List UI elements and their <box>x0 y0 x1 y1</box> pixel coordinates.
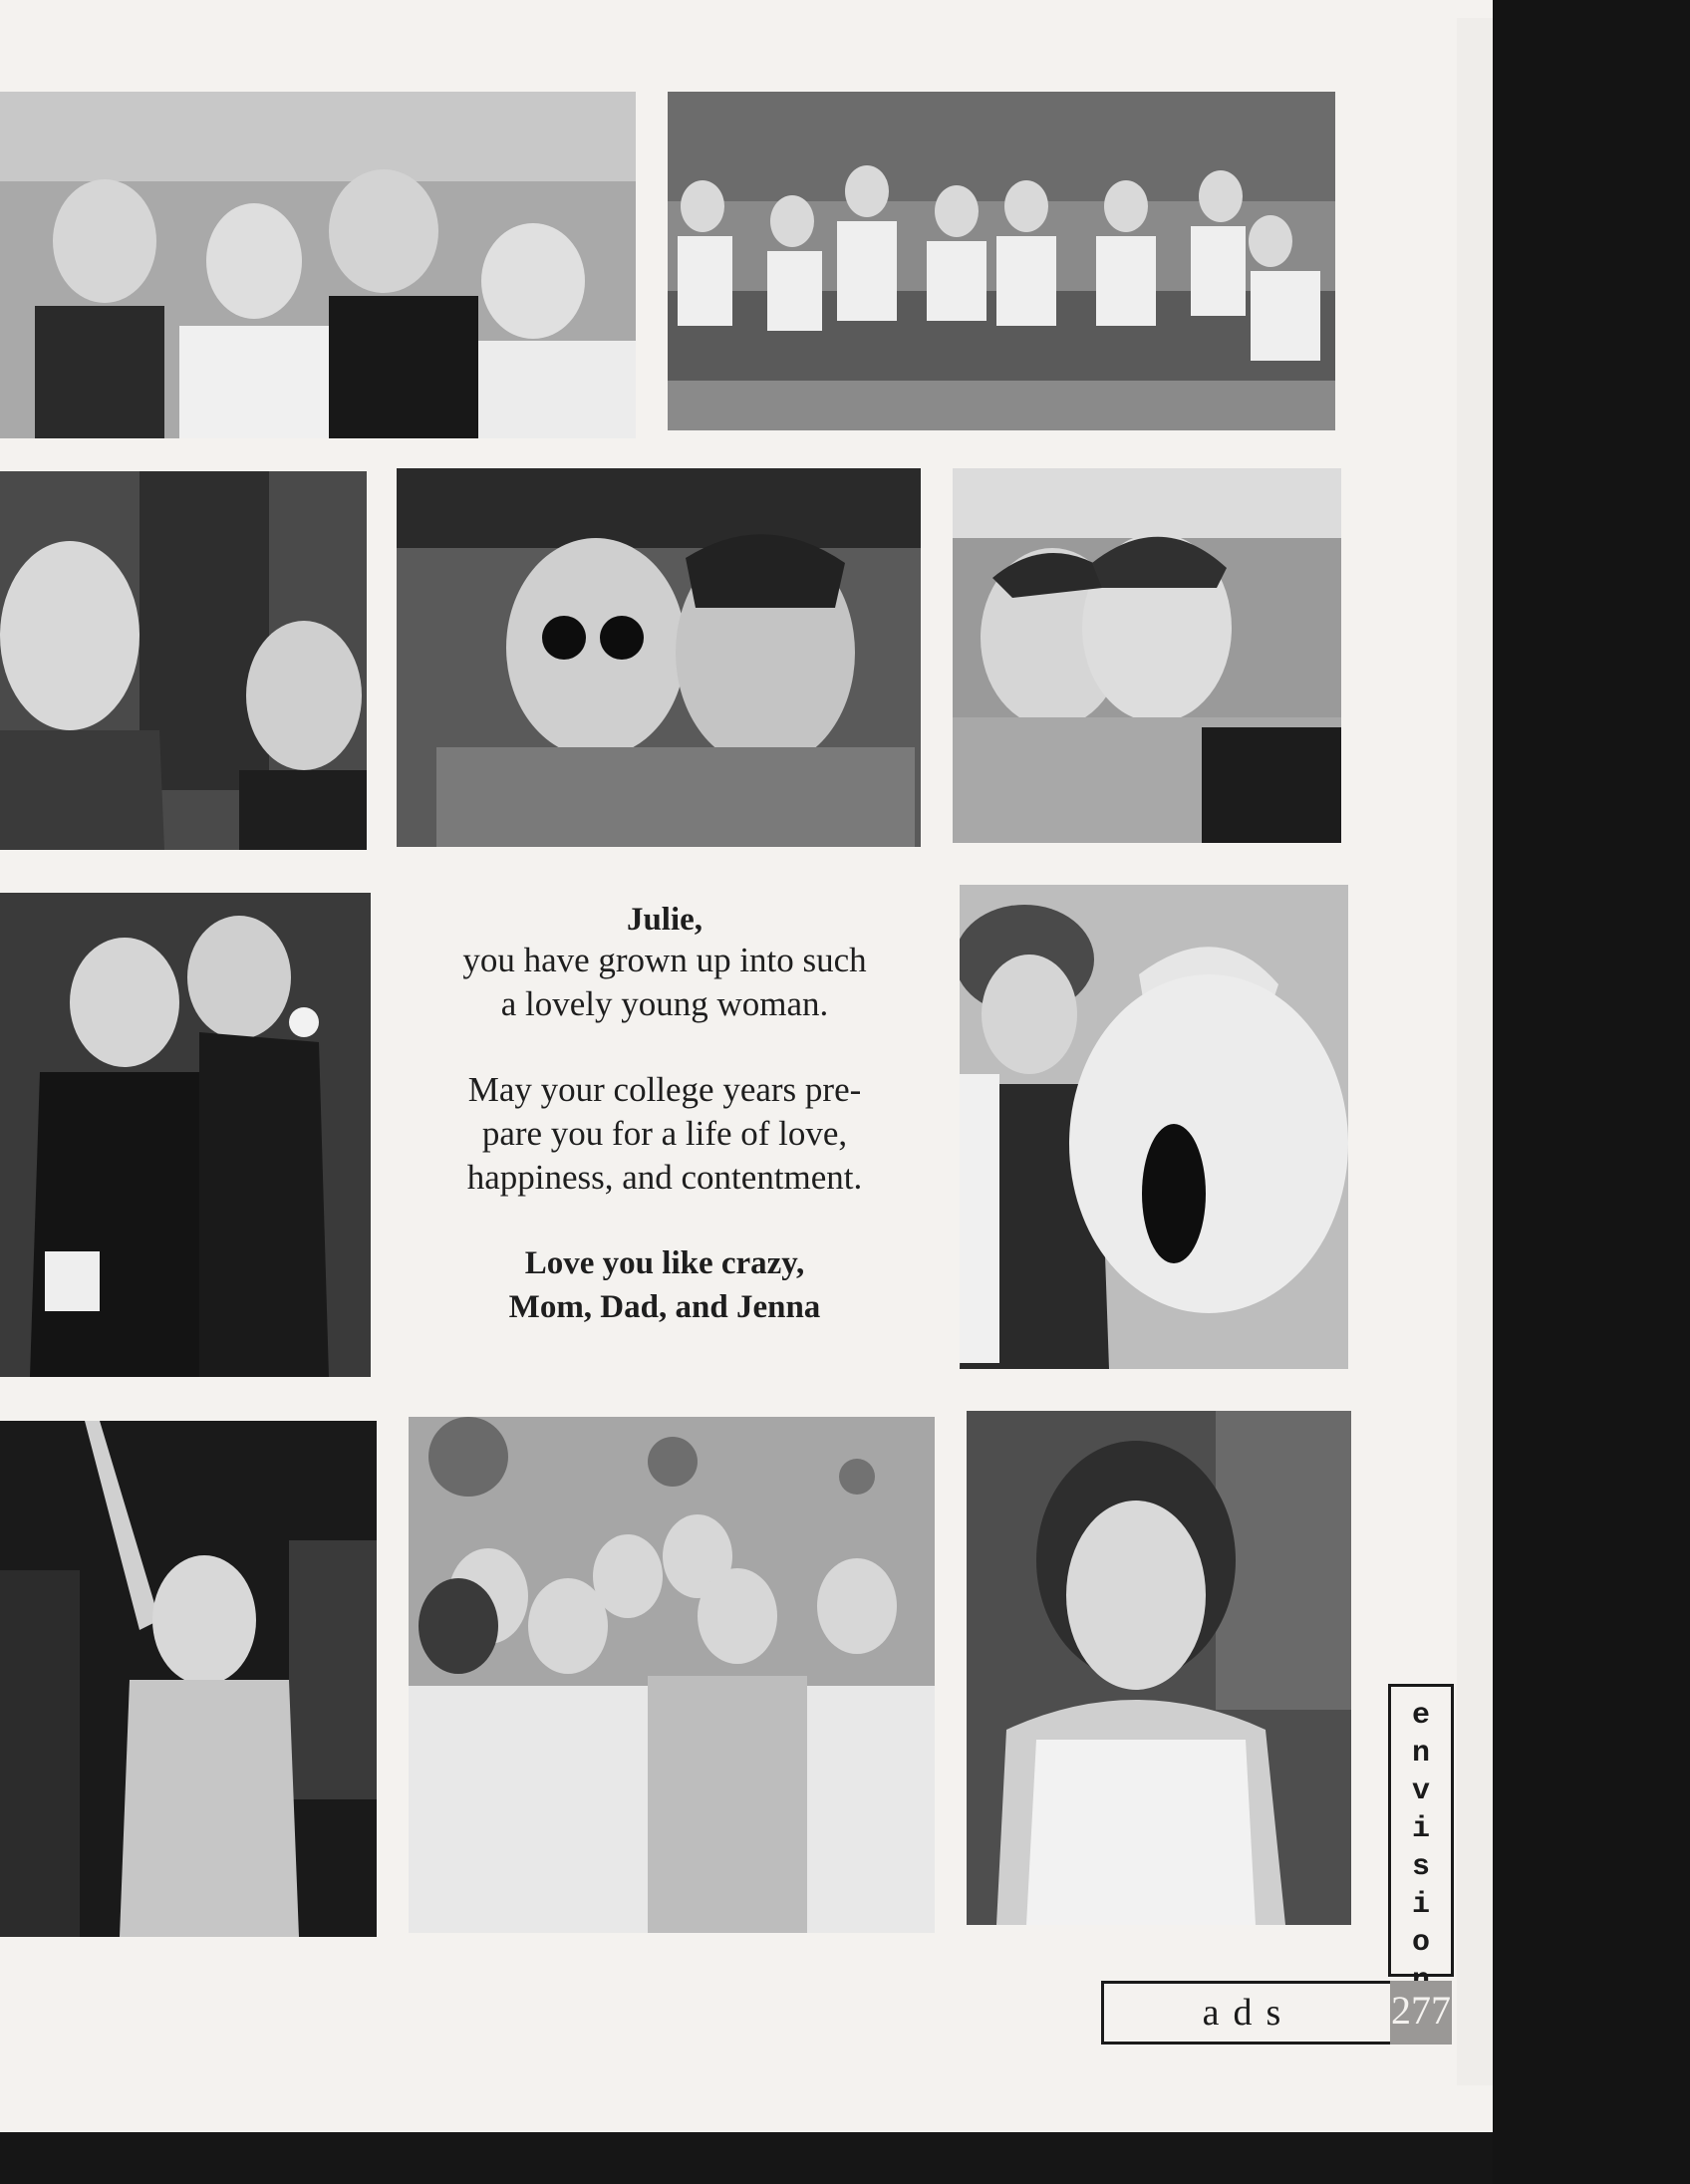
page-number: 277 <box>1390 1981 1452 2045</box>
tab-letter: i <box>1411 1812 1430 1846</box>
tab-letter: o <box>1411 1926 1430 1960</box>
photo-row3-right <box>960 885 1348 1369</box>
page-margin <box>1457 18 1493 2085</box>
message-line: happiness, and contentment. <box>466 1158 863 1197</box>
parent-message <box>387 902 943 1329</box>
photo-bottom-right <box>967 1411 1351 1925</box>
message-line: May your college years pre- <box>467 1070 862 1109</box>
photo-mid-center <box>397 468 921 847</box>
tab-letter: i <box>1411 1888 1430 1922</box>
tab-letter: s <box>1411 1850 1430 1884</box>
photo-top-right <box>668 92 1335 430</box>
tab-letter: n <box>1411 1737 1430 1771</box>
message-signature: Love you like crazy, <box>524 1245 805 1281</box>
message-line: you have grown up into such <box>462 941 867 979</box>
photo-mid-right <box>953 468 1341 843</box>
photo-mid-left <box>0 471 367 850</box>
message-signature: Mom, Dad, and Jenna <box>508 1289 821 1325</box>
section-label: ads <box>1101 1981 1396 2045</box>
photo-top-left <box>0 92 636 438</box>
tab-letter: v <box>1411 1774 1430 1808</box>
photo-bottom-center <box>409 1417 935 1933</box>
tab-letter: e <box>1411 1699 1430 1733</box>
message-recipient: Julie, <box>626 902 704 938</box>
message-line: a lovely young woman. <box>500 984 829 1023</box>
book-bottom-edge <box>0 2132 1493 2184</box>
message-line: pare you for a life of love, <box>481 1114 848 1153</box>
book-edge <box>1493 0 1690 2184</box>
photo-row3-left <box>0 893 371 1377</box>
photo-bottom-left <box>0 1421 377 1937</box>
section-tab-envision <box>1388 1684 1454 1977</box>
